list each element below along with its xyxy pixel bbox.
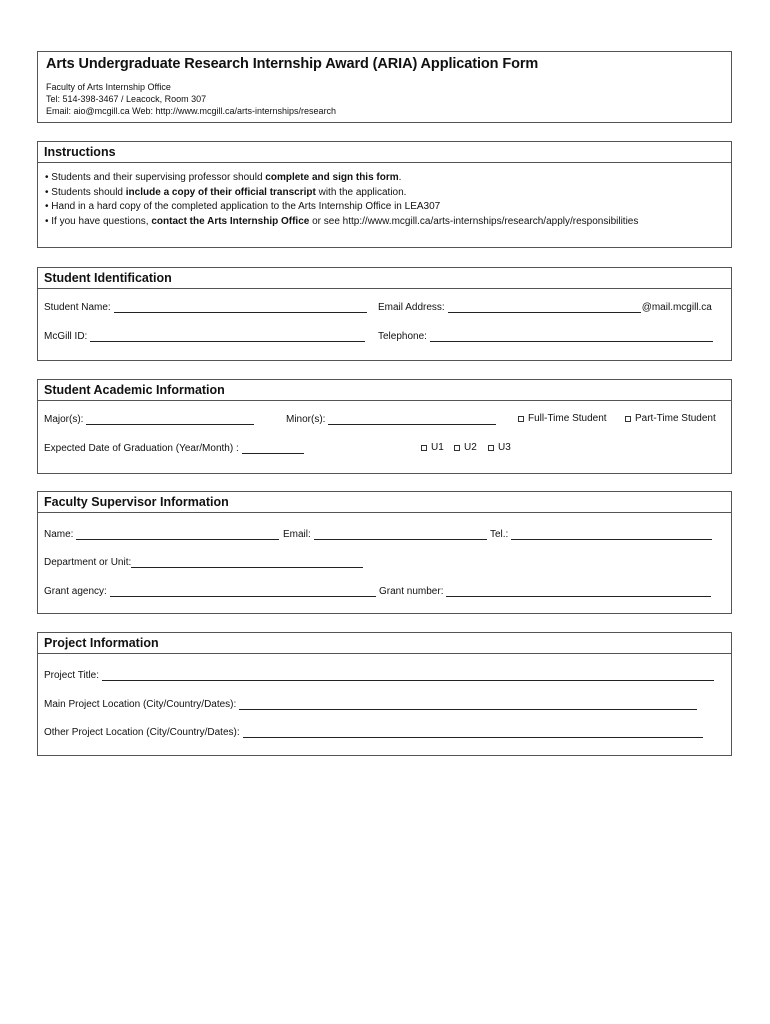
student-identification-heading: Student Identification — [38, 268, 731, 289]
office-telephone: Tel: 514-398-3467 / Leacock, Room 307 — [46, 94, 207, 104]
supervisor-name-label: Name: — [44, 529, 74, 540]
project-title-field[interactable] — [102, 669, 714, 681]
supervisor-tel-label: Tel.: — [490, 529, 509, 540]
office-name: Faculty of Arts Internship Office — [46, 82, 171, 92]
email-address-label: Email Address: — [378, 302, 445, 313]
checkbox-icon — [488, 445, 494, 451]
project-information-heading: Project Information — [38, 633, 731, 654]
main-location-field[interactable] — [239, 698, 697, 710]
main-location-label: Main Project Location (City/Country/Dates): — [44, 699, 237, 710]
mcgill-id-field[interactable] — [90, 330, 365, 342]
other-location-label: Other Project Location (City/Country/Dates): — [44, 727, 240, 738]
telephone-label: Telephone: — [378, 331, 427, 342]
telephone-field[interactable] — [430, 330, 713, 342]
mcgill-id-label: McGill ID: — [44, 331, 88, 342]
graduation-date-label: Expected Date of Graduation (Year/Month) : — [44, 443, 239, 454]
instructions-section — [37, 141, 732, 248]
form-header — [37, 51, 732, 123]
office-email-web: Email: aio@mcgill.ca Web: http://www.mcgill.ca/arts-internships/research — [46, 106, 337, 116]
full-time-checkbox[interactable] — [518, 413, 607, 424]
academic-information-heading: Student Academic Information — [38, 380, 731, 401]
checkbox-icon — [518, 416, 524, 422]
u1-checkbox[interactable] — [421, 442, 444, 453]
form-title: Arts Undergraduate Research Internship Award (ARIA) Application Form — [46, 56, 539, 72]
instruction-item: • If you have questions, contact the Arts Internship Office or see http://www.mcgill.ca/arts-internships/research/apply/responsibilities — [45, 215, 639, 227]
student-name-field[interactable] — [114, 301, 367, 313]
instruction-item: • Hand in a hard copy of the completed application to the Arts Internship Office in LEA307 — [45, 201, 441, 212]
project-title-label: Project Title: — [44, 670, 100, 681]
major-field[interactable] — [86, 413, 254, 425]
student-name-label: Student Name: — [44, 302, 111, 313]
other-location-field[interactable] — [243, 726, 703, 738]
supervisor-information-section — [37, 491, 732, 614]
grant-number-label: Grant number: — [379, 586, 444, 597]
department-label: Department or Unit: — [44, 557, 132, 568]
email-domain-suffix: @mail.mcgill.ca — [641, 302, 712, 313]
supervisor-email-label: Email: — [283, 529, 311, 540]
instruction-item: • Students should include a copy of their official transcript with the application. — [45, 186, 407, 198]
checkbox-icon — [454, 445, 460, 451]
minor-field[interactable] — [328, 413, 496, 425]
supervisor-information-heading: Faculty Supervisor Information — [38, 492, 731, 513]
instructions-heading: Instructions — [38, 142, 731, 163]
grant-number-field[interactable] — [446, 585, 711, 597]
supervisor-name-field[interactable] — [76, 528, 279, 540]
part-time-checkbox[interactable] — [625, 413, 716, 424]
u3-checkbox[interactable] — [488, 442, 511, 453]
full-time-label: Full-Time Student — [528, 413, 607, 424]
minor-label: Minor(s): — [286, 414, 326, 425]
academic-information-section — [37, 379, 732, 474]
instruction-item: • Students and their supervising professor should complete and sign this form. — [45, 172, 402, 183]
checkbox-icon — [625, 416, 631, 422]
grant-agency-label: Grant agency: — [44, 586, 107, 597]
u3-label: U3 — [498, 442, 511, 453]
u2-checkbox[interactable] — [454, 442, 477, 453]
graduation-date-field[interactable] — [242, 442, 304, 454]
u1-label: U1 — [431, 442, 444, 453]
student-identification-section — [37, 267, 732, 361]
u2-label: U2 — [464, 442, 477, 453]
supervisor-email-field[interactable] — [314, 528, 487, 540]
checkbox-icon — [421, 445, 427, 451]
supervisor-tel-field[interactable] — [511, 528, 712, 540]
major-label: Major(s): — [44, 414, 84, 425]
department-field[interactable] — [131, 556, 363, 568]
part-time-label: Part-Time Student — [635, 413, 716, 424]
email-address-field[interactable] — [448, 301, 641, 313]
grant-agency-field[interactable] — [110, 585, 376, 597]
project-information-section — [37, 632, 732, 756]
